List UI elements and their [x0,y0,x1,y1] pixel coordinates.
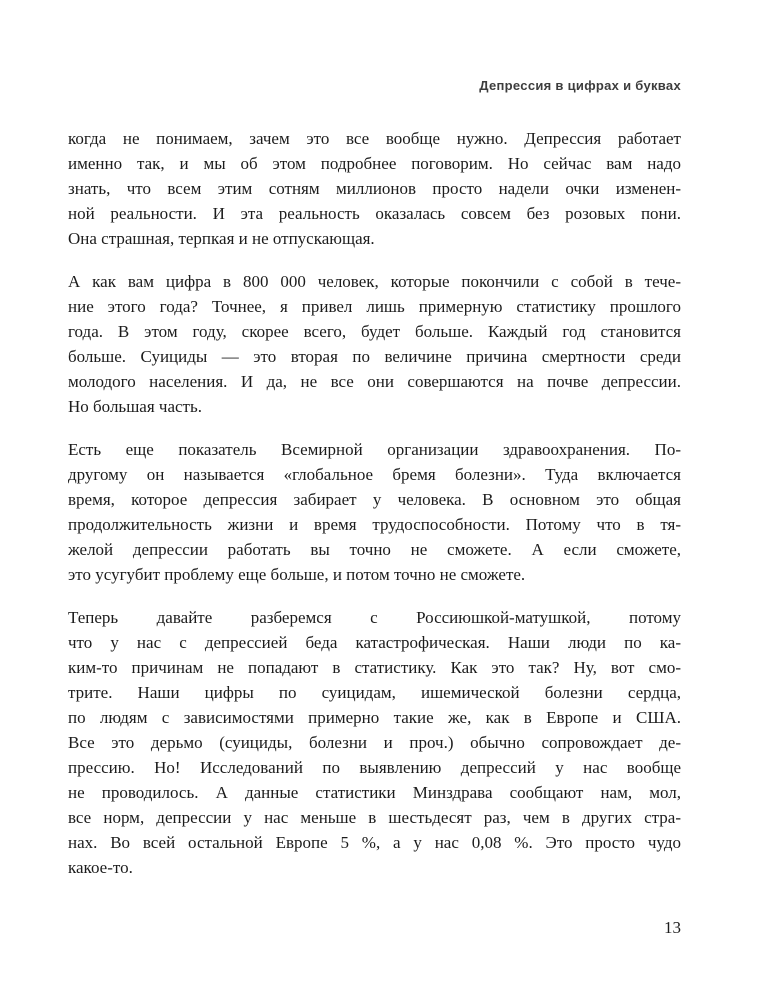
page-number: 13 [664,918,681,937]
text-line: Она страшная, терпкая и не отпускающая. [68,229,375,248]
text-line: ким-то причинам не попадают в статистику. Как это так? Ну, вот смо- [68,658,681,677]
text-line: когда не понимаем, зачем это все вообще нужно. Депрессия работает [68,129,681,148]
text-line: что у нас с депрессией беда катастрофическая. Наши люди по ка- [68,633,681,652]
text-line: не проводилось. А данные статистики Минздрава сообщают нам, мол, [68,783,681,802]
text-line: другому он называется «глобальное бремя болезни». Туда включается [68,465,681,484]
text-line: именно так, и мы об этом подробнее поговорим. Но сейчас вам надо [68,154,681,173]
text-line: ние этого года? Точнее, я привел лишь примерную статистику прошлого [68,297,681,316]
text-line: нах. Во всей остальной Европе 5 %, а у нас 0,08 %. Это просто чудо [68,833,681,852]
paragraph [68,269,681,419]
text-line: все норм, депрессии у нас меньше в шестьдесят раз, чем в других стра- [68,808,681,827]
text-line: трите. Наши цифры по суицидам, ишемической болезни сердца, [68,683,681,702]
text-line: молодого населения. И да, не все они совершаются на почве депрессии. [68,372,681,391]
text-line: продолжительность жизни и время трудоспособности. Потому что в тя- [68,515,681,534]
text-line: Есть еще показатель Всемирной организации здравоохранения. По- [68,440,681,459]
text-line: время, которое депрессия забирает у человека. В основном это общая [68,490,681,509]
paragraph [68,126,681,251]
body-text [68,126,681,898]
running-header: Депрессия в цифрах и буквах [479,78,681,93]
text-line: больше. Суициды — это вторая по величине причина смертности среди [68,347,681,366]
text-line: Теперь давайте разберемся с Россиюшкой-матушкой, потому [68,608,681,627]
text-line: знать, что всем этим сотням миллионов просто надели очки изменен- [68,179,681,198]
text-line: какое-то. [68,858,133,877]
text-line: года. В этом году, скорее всего, будет больше. Каждый год становится [68,322,681,341]
text-line: прессию. Но! Исследований по выявлению депрессий у нас вообще [68,758,681,777]
paragraph [68,605,681,880]
text-line: Все это дерьмо (суициды, болезни и проч.) обычно сопровождает де- [68,733,681,752]
text-line: по людям с зависимостями примерно такие же, как в Европе и США. [68,708,681,727]
text-line: это усугубит проблему еще больше, и потом точно не сможете. [68,565,526,584]
text-line: желой депрессии работать вы точно не сможете. А если сможете, [68,540,681,559]
paragraph [68,437,681,587]
text-line: ной реальности. И эта реальность оказалась совсем без розовых пони. [68,204,681,223]
text-line: Но большая часть. [68,397,202,416]
text-line: А как вам цифра в 800 000 человек, которые покончили с собой в тече- [68,272,681,291]
